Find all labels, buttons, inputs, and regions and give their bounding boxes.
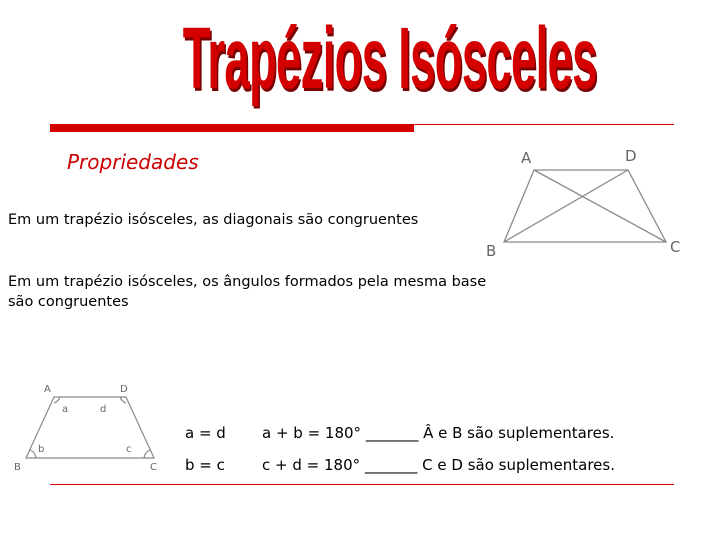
angle-label-a: a (62, 404, 69, 415)
title-underline-thick (50, 124, 414, 132)
angle-label-b: b (38, 444, 45, 455)
equation-a-equals-d: a = d (185, 424, 226, 442)
property-angles-text: Em um trapézio isósceles, os ângulos formados pela mesma base são congruentes (8, 274, 487, 310)
vertex-label-d: D (120, 384, 128, 395)
trapezoid-diagonals-figure (470, 138, 686, 266)
vertex-label-b: B (486, 242, 497, 260)
slide-title: Trapézios Isósceles (182, 9, 597, 107)
trapezoid-angles-figure (8, 372, 184, 482)
equation-c-plus-d: c + d = 180° _______ C e D são suplementares. (262, 456, 615, 474)
vertex-label-c: C (150, 462, 157, 473)
angle-label-c: c (126, 444, 132, 455)
section-subtitle: Propriedades (67, 150, 199, 174)
equation-a-plus-b: a + b = 180° _______ Â e B são suplementares. (262, 424, 615, 442)
property-diagonals-text: Em um trapézio isósceles, as diagonais são congruentes (8, 212, 419, 228)
angle-label-d: d (100, 404, 107, 415)
equation-b-equals-c: b = c (185, 456, 225, 474)
vertex-label-a: A (521, 149, 532, 167)
vertex-label-a: A (44, 384, 51, 395)
vertex-label-d: D (625, 147, 637, 165)
vertex-label-b: B (14, 462, 21, 473)
bottom-rule (50, 484, 674, 485)
title-underline-thin (414, 124, 674, 125)
vertex-label-c: C (670, 238, 681, 256)
